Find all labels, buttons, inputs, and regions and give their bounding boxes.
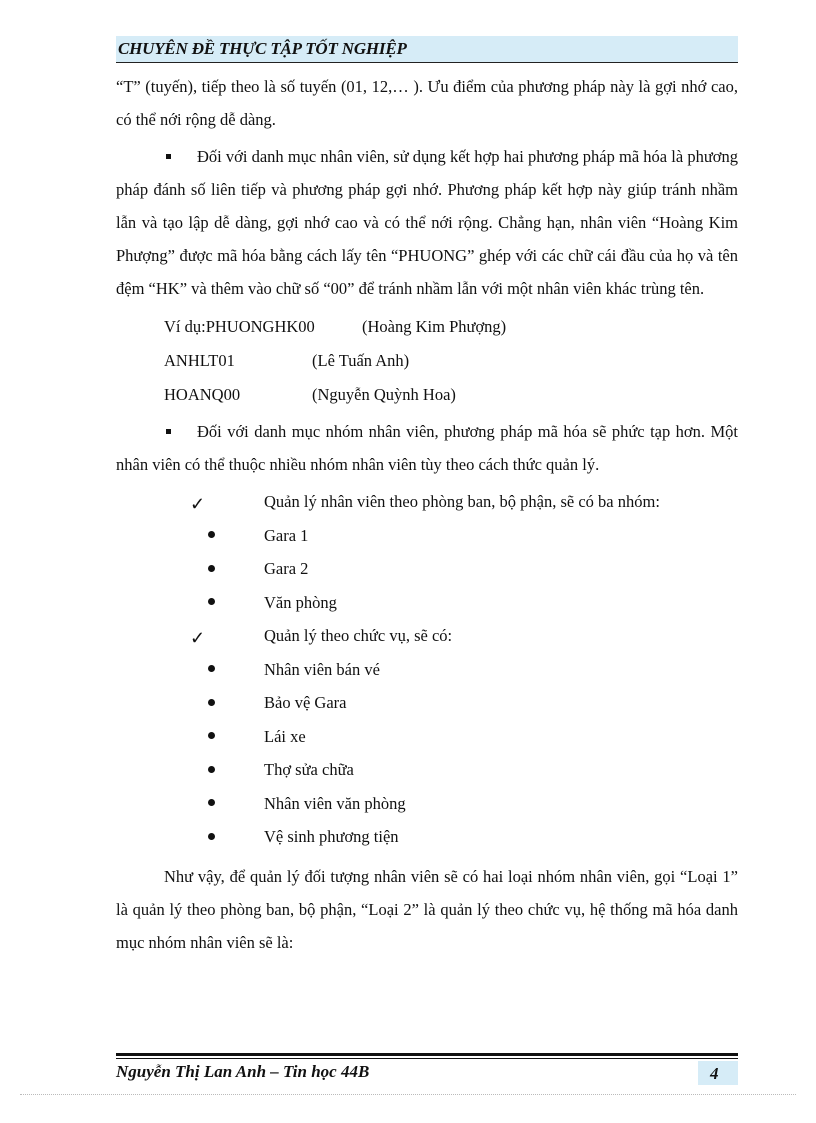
- list-item-text: Nhân viên văn phòng: [264, 793, 406, 813]
- paragraph-text: Đối với danh mục nhân viên, sử dụng kết hợp hai phương pháp mã hóa là phương pháp đánh số liên tiếp và phương pháp gợi nhớ. Phương pháp kết hợp này giúp tránh nhầm lẫn và tạo lập dễ dàng, gợi nhớ cao và có thể nới rộng. Chẳng hạn, nhân viên “Hoàng Kim Phượng” được mã hóa bằng cách lấy tên “PHUONG” ghép với các chữ cái đầu của họ và tên đệm “HK” và thêm vào chữ số “00” để tránh nhầm lẫn với một nhân viên khác trùng tên.: [116, 147, 738, 298]
- example-name: (Lê Tuấn Anh): [312, 350, 410, 370]
- document-body: [116, 70, 738, 959]
- group-list: [116, 485, 738, 854]
- page-number: 4: [710, 1064, 719, 1083]
- paragraph-bulleted: [116, 140, 738, 305]
- checkmark-icon: ✓: [190, 493, 206, 514]
- list-item: [116, 753, 738, 787]
- check-item-text: Quản lý nhân viên theo phòng ban, bộ phận, sẽ có ba nhóm:: [264, 492, 660, 512]
- square-bullet-icon: [166, 154, 171, 159]
- bullet-dot-icon: [208, 766, 215, 773]
- list-item: [116, 586, 738, 620]
- bullet-dot-icon: [208, 732, 215, 739]
- bullet-dot-icon: [208, 598, 215, 605]
- check-item: [116, 619, 738, 653]
- example-code: Ví dụ:PHUONGHK00: [164, 316, 315, 336]
- list-item-text: Gara 2: [264, 559, 309, 579]
- check-item-text: Quản lý theo chức vụ, sẽ có:: [264, 626, 453, 646]
- list-item-text: Vệ sinh phương tiện: [264, 827, 399, 847]
- example-name: (Hoàng Kim Phượng): [362, 316, 507, 336]
- list-item-text: Thợ sửa chữa: [264, 760, 354, 780]
- example-list: [164, 309, 738, 411]
- list-item-text: Văn phòng: [264, 592, 337, 612]
- example-row: [164, 377, 738, 411]
- page-bottom-border: [20, 1094, 796, 1095]
- list-item-text: Nhân viên bán vé: [264, 659, 380, 679]
- list-item: [116, 653, 738, 687]
- paragraph: Như vậy, để quản lý đối tượng nhân viên sẽ có hai loại nhóm nhân viên, gọi “Loại 1” là quản lý theo phòng ban, bộ phận, “Loại 2” là quản lý theo chức vụ, hệ thống mã hóa danh mục nhóm nhân viên sẽ là:: [116, 866, 738, 952]
- bullet-dot-icon: [208, 699, 215, 706]
- page-header: [116, 36, 738, 63]
- footer-rule-thin: [116, 1058, 738, 1059]
- list-item: [116, 519, 738, 553]
- list-item: [116, 686, 738, 720]
- square-bullet-icon: [166, 429, 171, 434]
- example-code: HOANQ00: [164, 384, 241, 404]
- bullet-dot-icon: [208, 531, 215, 538]
- check-item: [116, 485, 738, 519]
- paragraph-text: Đối với danh mục nhóm nhân viên, phương pháp mã hóa sẽ phức tạp hơn. Một nhân viên có thể thuộc nhiều nhóm nhân viên tùy theo cách thức quản lý.: [116, 422, 738, 474]
- bullet-dot-icon: [208, 833, 215, 840]
- list-item: [116, 552, 738, 586]
- bullet-dot-icon: [208, 799, 215, 806]
- example-row: [164, 309, 738, 343]
- bullet-dot-icon: [208, 665, 215, 672]
- example-row: [164, 343, 738, 377]
- footer-author: Nguyễn Thị Lan Anh – Tin học 44B: [116, 1062, 370, 1081]
- page-footer: [116, 1061, 738, 1085]
- list-item-text: Bảo vệ Gara: [264, 693, 347, 713]
- list-item: [116, 787, 738, 821]
- list-item: [116, 820, 738, 854]
- list-item-text: Lái xe: [264, 726, 306, 746]
- paragraph: “T” (tuyến), tiếp theo là số tuyến (01, 12,… ). Ưu điểm của phương pháp này là gợi nhớ cao, có thể nới rộng dễ dàng.: [116, 77, 738, 129]
- example-name: (Nguyễn Quỳnh Hoa): [312, 384, 456, 404]
- list-item-text: Gara 1: [264, 525, 309, 545]
- header-title: CHUYÊN ĐỀ THỰC TẬP TỐT NGHIỆP: [118, 39, 407, 58]
- checkmark-icon: ✓: [190, 627, 206, 648]
- bullet-dot-icon: [208, 565, 215, 572]
- footer-rule: [116, 1053, 738, 1056]
- list-item: [116, 720, 738, 754]
- paragraph-bulleted: [116, 415, 738, 481]
- example-code: ANHLT01: [164, 350, 235, 370]
